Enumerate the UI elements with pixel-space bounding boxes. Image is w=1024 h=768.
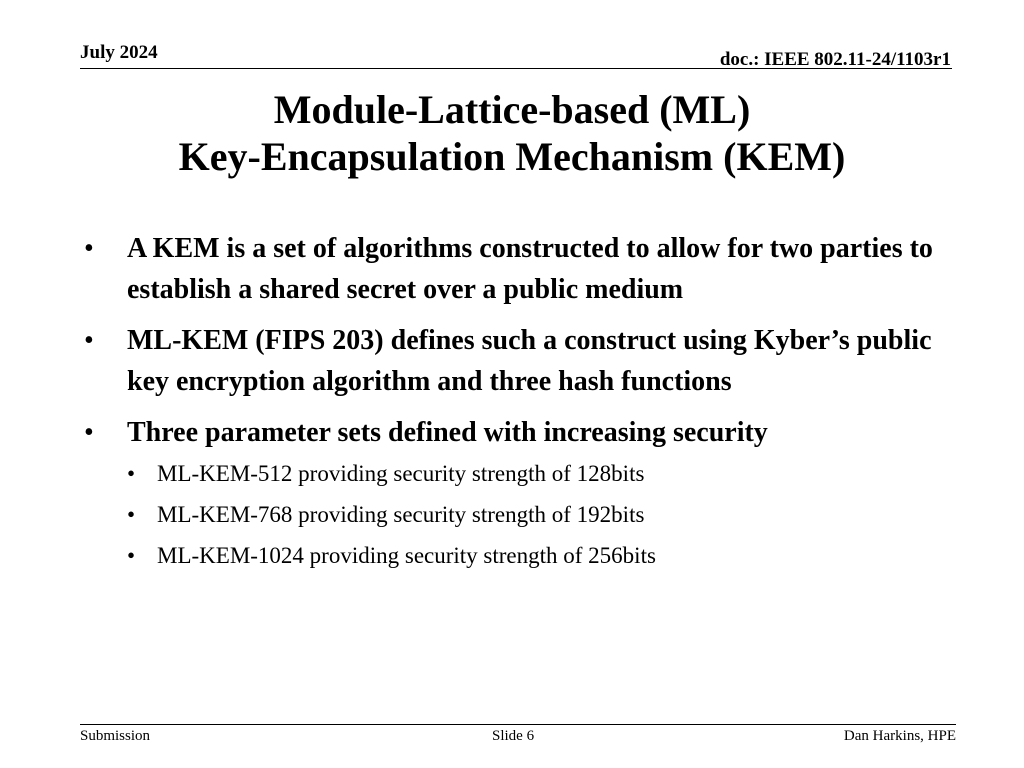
sub-bullet-text: ML-KEM-1024 providing security strength of 256bits (157, 543, 656, 568)
footer-submission: Submission (80, 728, 151, 744)
bullet-dot-icon: • (84, 417, 94, 448)
bullet-text: ML-KEM (FIPS 203) defines such a construct using Kyber’s public key encryption algorithm and three hash functions (127, 325, 932, 397)
sub-bullet-text: ML-KEM-512 providing security strength of 128bits (157, 461, 645, 486)
bullet-item-ml-kem-fips (84, 320, 944, 402)
slide-content (84, 228, 944, 586)
slide-title-line-2: Key-Encapsulation Mechanism (KEM) (178, 134, 846, 179)
header-divider (80, 68, 952, 69)
sub-bullet-dot-icon: • (127, 543, 136, 568)
bullet-item-kem-definition (84, 228, 944, 310)
bullet-list (84, 228, 944, 576)
footer-author: Dan Harkins, HPE (843, 728, 956, 744)
slide-title (0, 86, 1024, 180)
sub-bullet-dot-icon: • (127, 461, 136, 486)
sub-bullet-list (127, 453, 944, 576)
bullet-text: Three parameter sets defined with increasing security (127, 417, 768, 448)
sub-bullet-dot-icon: • (127, 502, 136, 527)
bullet-dot-icon: • (84, 325, 94, 356)
slide-title-line-1: Module-Lattice-based (ML) (273, 87, 751, 132)
sub-bullet-item (127, 535, 944, 576)
sub-bullet-item (127, 494, 944, 535)
sub-bullet-text: ML-KEM-768 providing security strength of 192bits (157, 502, 645, 527)
header-date: July 2024 (80, 42, 158, 63)
bullet-item-parameter-sets (84, 412, 944, 576)
footer-slide-number: Slide 6 (492, 728, 535, 744)
header-doc-id: doc.: IEEE 802.11-24/1103r1 (719, 49, 951, 70)
bullet-dot-icon: • (84, 233, 94, 264)
footer-divider (80, 724, 956, 725)
bullet-text: A KEM is a set of algorithms constructed to allow for two parties to establish a shared secret over a public medium (127, 233, 933, 305)
sub-bullet-item (127, 453, 944, 494)
